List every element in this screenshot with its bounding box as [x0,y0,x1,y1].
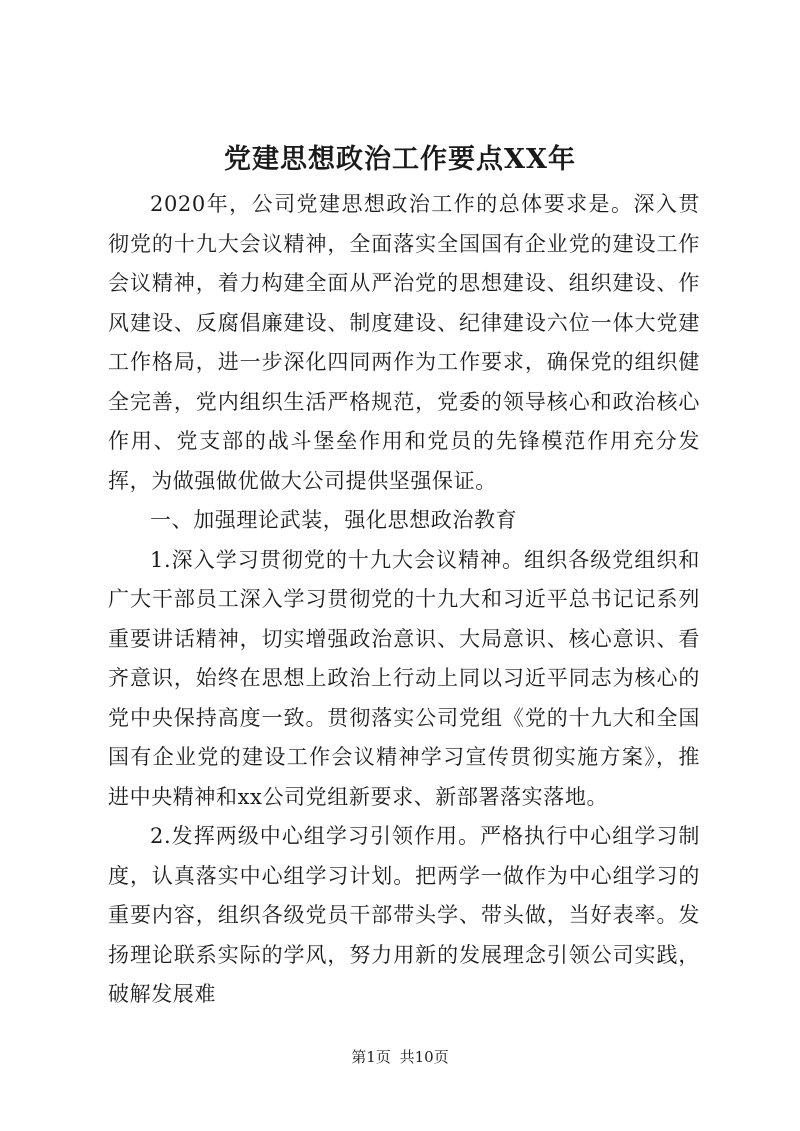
paragraph-item-1: 1.深入学习贯彻党的十九大会议精神。组织各级党组织和广大干部员工深入学习贯彻党的十九大和习近平总书记记系列重要讲话精神，切实增强政治意识、大局意识、核心意识、看齐意识，始终在思想上政治上行动上同以习近平同志为核心的党中央保持高度一致。贯彻落实公司党组《党的十九大和全国国有企业党的建设工作会议精神学习宣传贯彻实施方案》，推进中央精神和xx公司党组新要求、新部署落实落地。 [108,547,700,809]
document-body [108,185,700,1015]
page-number: 第1页 [351,1048,391,1066]
paragraph-intro: 2020年，公司党建思想政治工作的总体要求是。深入贯彻党的十九大会议精神，全面落实全国国有企业党的建设工作会议精神，着力构建全面从严治党的思想建设、组织建设、作风建设、反腐倡廉建设、制度建设、纪律建设六位一体大党建工作格局，进一步深化四同两作为工作要求，确保党的组织健全完善，党内组织生活严格规范，党委的领导核心和政治核心作用、党支部的战斗堡垒作用和党员的先锋模范作用充分发挥，为做强做优做大公司提供坚强保证。 [108,192,700,493]
section-heading-1: 一、加强理论武装，强化思想政治教育 [150,508,518,532]
paragraph-item-2: 2.发挥两级中心组学习引领作用。严格执行中心组学习制度，认真落实中心组学习计划。把两学一做作为中心组学习的重要内容，组织各级党员干部带头学、带头做，当好表率。发扬理论联系实际的学风，努力用新的发展理念引领公司实践，破解发展难 [108,824,700,1006]
page-footer [0,1046,800,1068]
document-title: 党建思想政治工作要点XX年 [224,144,576,175]
page-total: 共10页 [399,1048,449,1066]
